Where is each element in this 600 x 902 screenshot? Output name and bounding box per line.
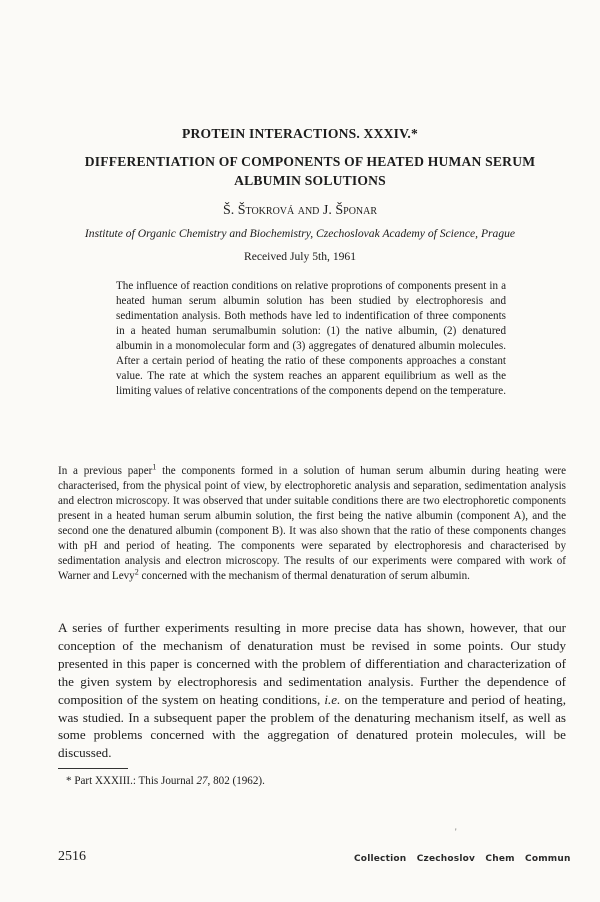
footnote-divider	[58, 768, 128, 769]
intro-text: the components formed in a solution of human serum albumin during heating were characterised, from the physical point of view, by electrophoretic analysis and separation, sedimentation analysis and electron microscopy. It was observed that under suitable conditions there are two electrophoretic components present in a heated human serum albumin solution, the first being the native albumin (component A), and the second one the denatured albumin (component B). It was also shown that the ratio of these components changes with pH and period of heating. The components were separated by electrophoresis and characterised by sedimentation analysis and electron microscopy. The results of our experiments were compared with work of Warner and Levy	[58, 465, 567, 583]
running-footer: Collection Czechoslov Chem Commun	[354, 854, 571, 864]
article-title	[50, 152, 570, 190]
body-paragraph	[58, 619, 566, 762]
body-italic-text: i.e.	[324, 691, 341, 707]
article-title-line-1: DIFFERENTIATION OF COMPONENTS OF HEATED HUMAN SERUM	[84, 154, 536, 169]
author-name: J. Šponar	[322, 203, 378, 218]
author-line	[0, 203, 600, 219]
intro-paragraph	[58, 464, 566, 584]
body-text: on the temperature and period of heating, was studied. In a subsequent paper the problem of the denaturing mechanism itself, as well as some problems concerned with the aggregation of denatured protein molecules, will be discussed.	[58, 691, 566, 761]
reference-superscript: 1	[152, 462, 157, 472]
article-title-line-2: ALBUMIN SOLUTIONS	[234, 173, 386, 188]
footnote-text: * Part XXXIII.: This Journal	[66, 775, 197, 787]
footnote	[66, 775, 265, 787]
footnote-volume: 27	[196, 775, 208, 787]
page-number: 2516	[58, 849, 86, 864]
stray-mark: '	[455, 827, 457, 837]
author-name: Š. Štokrová	[222, 203, 295, 218]
received-date: Received July 5th, 1961	[243, 250, 357, 263]
body-text: A series of further experiments resulting in more precise data has shown, however, that our conception of the mechanism of denaturation must be revised in some points. Our study presented in this paper is concerned with the problem of differentiation and characterization of the given system by electrophoresis and sedimentation analysis. Further the dependence of composition of the system on heating conditions,	[58, 620, 566, 707]
series-title: PROTEIN INTERACTIONS. XXXIV.*	[182, 126, 418, 141]
intro-text: In a previous paper	[58, 465, 153, 477]
footnote-text: , 802 (1962).	[207, 775, 265, 787]
affiliation: Institute of Organic Chemistry and Biochemistry, Czechoslovak Academy of Science, Prague	[84, 227, 516, 240]
abstract: The influence of reaction conditions on relative proprotions of components present in a heated human serum albumin solution has been studied by electrophoresis and sedimentation analysis. Both methods have led to indentification of three components in a heated human serumalbumin solution: (1) the native albumin, (2) denatured albumin in a monomolecular form and (3) aggregates of denatured albumin molecules. After a certain period of heating the ratio of these components approaches a constant value. The rate at which the system reaches an apparent equilibrium as well as the limiting values of relative concentrations of the components depend on the temperature.	[116, 280, 507, 398]
reference-superscript: 2	[134, 567, 139, 577]
intro-text: concerned with the mechanism of thermal denaturation of serum albumin.	[138, 570, 470, 583]
author-conjunction: and	[297, 203, 320, 218]
